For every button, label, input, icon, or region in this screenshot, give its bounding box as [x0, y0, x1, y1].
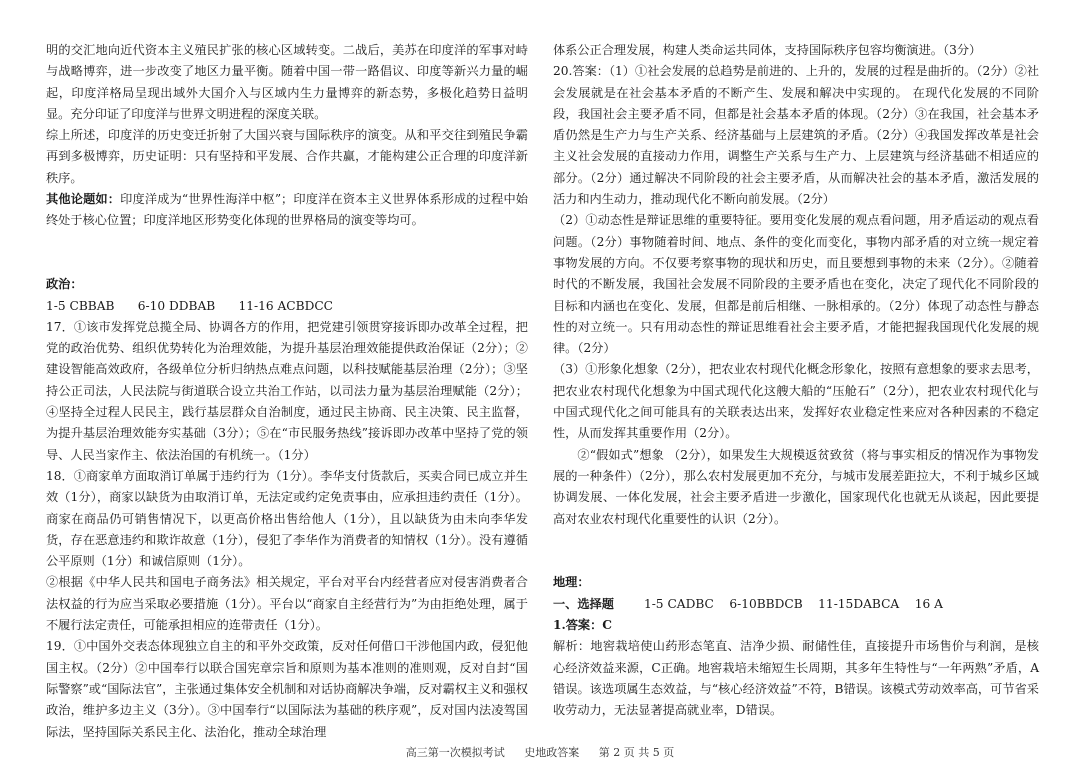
other-topics-label: 其他论题如：: [46, 192, 121, 207]
history-paragraph-1: 明的交汇地向近代资本主义殖民扩张的核心区域转变。二战后，美苏在印度洋的军事对峙与战略博弈，进一步改变了地区力量平衡。随着中国一带一路倡议、印度等新兴力量的崛起，印度洋格局呈现出域外大国介入与区域内生力量博弈的新态势，多极化趋势日益明显。充分印证了印度洋与世界文明进程的深度关联。: [46, 43, 528, 121]
footer-subject: 史地政答案: [524, 746, 580, 759]
geography-mc-row: [553, 594, 1039, 615]
geography-q1-answer: 1.答案：C: [553, 618, 612, 633]
geography-mc-answers: 1-5 CADBC 6-10BBDCB 11-15DABCA 16 A: [643, 596, 943, 611]
question-20-part2: （2）①动态性是辩证思维的重要特征。要用变化发展的观点看问题，用矛盾运动的观点看问题。（2分）事物随着时间、地点、条件的变化而变化，事物内部矛盾的对立统一规定着事物发展的方向。不仅要考察事物的现状和历史，而且要想到事物的未来（2分）。②随着时代的不断发展，我国社会发展不同阶段的主要矛盾也在变化，决定了现代化不同阶段的目标和内涵也在变化、发展，但都是前后相继、一脉相承的。（2分）体现了动态性与静态性的对立统一。只有用动态性的辩证思维看社会主要矛盾，才能把握我国现代化发展的规律。（2分）: [553, 213, 1039, 356]
geography-q1-explanation: 解析：地窖栽培使山药形态笔直、洁净少损、耐储性佳，直接提升市场售价与利润，是核心经济效益来源，C正确。地窖栽培未缩短生长周期，其多年生特性与“一年两熟”矛盾，A错误。该选项属生态效益，与“核心经济效益”不符，B错误。该模式劳动效率高，可节省采收劳动力，无法显著提高就业率，D错误。: [553, 639, 1039, 718]
question-20-part1: 20.答案：（1）①社会发展的总趋势是前进的、上升的，发展的过程是曲折的。（2分）②社会发展就是在社会基本矛盾的不断产生、发展和解决中实现的。 在现代化发展的不同阶段，我国社会主要矛盾不同，但都是社会基本矛盾的体现。（2分）③在我国，社会基本矛盾仍然是生产力与生产关系、经济基础与上层建筑的矛盾。（2分）④我国发挥改革是社会主义社会发展的直接动力作用，调整生产关系与生产力、上层建筑与经济基础不相适应的部分。（2分）通过解决不同阶段的社会主要矛盾，从而解决社会的基本矛盾，激活发展的活力和内生动力，推动现代化不断向前发展。（2分）: [553, 64, 1039, 207]
question-20-part3: （3）①形象化想象（2分），把农业农村现代化概念形象化，按照有意想象的要求去思考，把农业农村现代化想象为中国式现代化这艘大船的“压舱石”（2分），把农业农村现代化与中国式现代化之间可能具有的关联表达出来，发挥好农业稳定性来应对各种因素的不稳定性，从而发挥其重要作用（2分）。: [553, 362, 1039, 441]
question-19-continued: 体系公正合理发展，构建人类命运共同体，支持国际秩序包容均衡演进。（3分）: [553, 43, 982, 57]
question-18-part1: 18．①商家单方面取消订单属于违约行为（1分）。李华支付货款后，买卖合同已成立并生效（1分），商家以缺货为由取消订单，无法定或约定免责事由，应承担违约责任（1分）。商家在商品仍可销售情况下，以更高价格出售给他人（1分），且以缺货为由未向李华发货，存在恶意违约和欺诈故意（1分），侵犯了李华作为消费者的知情权（1分）。没有遵循公平原则（1分）和诚信原则（1分）。: [46, 468, 528, 569]
right-column: [553, 40, 1039, 722]
history-other-topics: [46, 189, 528, 232]
footer-exam-name: 高三第一次模拟考试: [405, 746, 505, 759]
geography-mc-label: 一、选择题: [553, 596, 614, 611]
question-17: 17．①该市发挥党总揽全局、协调各方的作用，把党建引领贯穿接诉即办改革全过程，把党的政治优势、组织优势转化为治理效能，为提升基层治理效能提供政治保证（2分）；②建设智能高效政府，各级单位分析归纳热点难点问题，以科技赋能基层治理（2分）；③坚持公正司法，人民法院与街道联合设立共治工作站，以司法力量为基层治理赋能（2分）；④坚持全过程人民民主，践行基层群众自治制度，通过民主协商、民主决策、民主监督，为提升基层治理效能夯实基础（3分）；⑤在“市民服务热线”接诉即办改革中坚持了党的领导、人民当家作主、依法治国的有机统一。（1分）: [46, 319, 528, 462]
left-column: [46, 40, 528, 743]
question-20-part3-2: ②“假如式”想象 （2分），如果发生大规模返贫致贫（将与事实相反的情况作为事物发展的一种条件）（2分），那么农村发展更加不充分，与城市发展差距拉大，不利于城乡区域协调发展、一体化发展，社会主要矛盾进一步激化，国家现代化也就无从谈起，因此要提高对农业农村现代化重要性的认识（2分）。: [553, 447, 1039, 526]
question-19: 19．①中国外交表态体现独立自主的和平外交政策，反对任何借口干涉他国内政，侵犯他国主权。（2分）②中国奉行以联合国宪章宗旨和原则为基本准则的准则观，反对自封“国际警察”或“国际法官”，主张通过集体安全机制和对话协商解决争端，反对霸权主义和强权政治，维护多边主义（3分）。③中国奉行“以国际法为基础的秩序观”，反对国内法凌驾国际法，坚持国际关系民主化、法治化，推动全球治理: [46, 639, 528, 739]
geography-heading: 地理：: [553, 575, 590, 590]
footer-page-number: 第 2 页 共 5 页: [598, 746, 675, 759]
page-footer: [0, 744, 1080, 760]
other-topics-text: 印度洋成为“世界性海洋中枢”；印度洋在资本主义世界体系形成的过程中始终处于核心位置；印度洋地区形势变化体现的世界格局的演变等均可。: [46, 192, 528, 228]
question-18-part2: ②根据《中华人民共和国电子商务法》相关规定，平台对平台内经营者应对侵害消费者合法权益的行为应当采取必要措施（1分）。平台以“商家自主经营行为”为由拒绝处理，属于不履行法定责任，可能承担相应的连带责任（1分）。: [46, 575, 528, 633]
politics-mc-answers: 1-5 CBBAB 6-10 DDBAB 11-16 ACBDCC: [46, 298, 334, 313]
politics-heading: 政治：: [46, 277, 83, 292]
history-conclusion: 综上所述，印度洋的历史变迁折射了大国兴衰与国际秩序的演变。从和平交往到殖民争霸再到多极博弈，历史证明：只有坚持和平发展、合作共赢，才能构建公正合理的印度洋新秩序。: [46, 128, 528, 185]
